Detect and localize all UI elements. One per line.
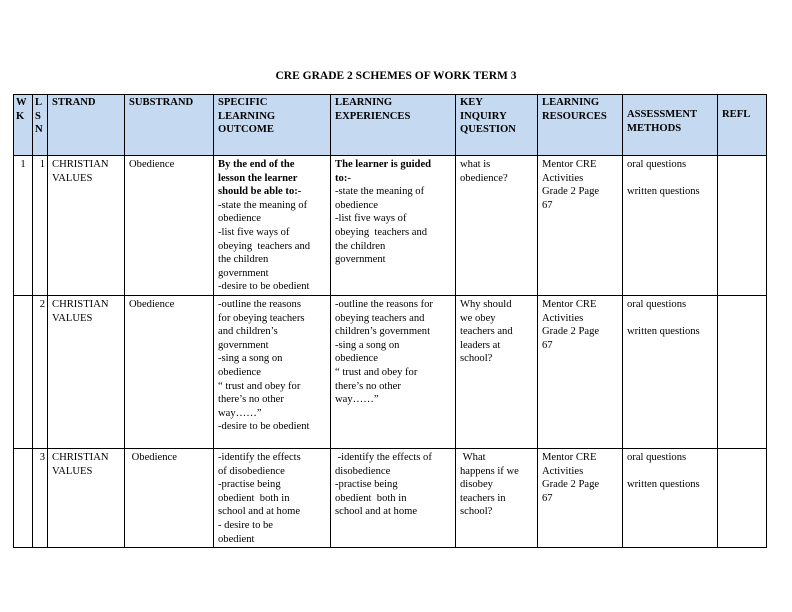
cell-refl: [718, 449, 767, 548]
header-refl: REFL: [718, 95, 767, 156]
cell-refl: [718, 296, 767, 449]
cell-experiences: -identify the effects of disobedience -practise being obedient both in school and at home: [331, 449, 456, 548]
table-row: [14, 296, 767, 449]
schemes-of-work-table: [13, 94, 767, 548]
cell-strand: CHRISTIAN VALUES: [48, 156, 125, 296]
cell-wk: 1: [14, 156, 33, 296]
cell-assessment: [623, 156, 718, 296]
header-substrand: SUBSTRAND: [125, 95, 214, 156]
assessment-written: written questions: [627, 479, 700, 491]
cell-substrand: Obedience: [125, 156, 214, 296]
cell-question: what is obedience?: [456, 156, 538, 296]
assessment-written: written questions: [627, 186, 700, 198]
cell-outcome: -identify the effects of disobedience -practise being obedient both in school and at home - desire to be obedient: [214, 449, 331, 548]
assessment-oral: oral questions: [627, 452, 687, 463]
cell-experiences: -outline the reasons for obeying teachers and children’s government -sing a song on obedience “ trust and obey for there’s no other way……”: [331, 296, 456, 449]
cell-lsn: 3: [33, 449, 48, 548]
header-resources: LEARNING RESOURCES: [538, 95, 623, 156]
assessment-oral: oral questions: [627, 299, 687, 310]
cell-wk: [14, 296, 33, 449]
cell-resources: Mentor CRE Activities Grade 2 Page 67: [538, 156, 623, 296]
header-lsn: L S N: [33, 95, 48, 156]
cell-assessment: [623, 296, 718, 449]
header-outcome: SPECIFIC LEARNING OUTCOME: [214, 95, 331, 156]
cell-substrand: Obedience: [125, 449, 214, 548]
document-title: CRE GRADE 2 SCHEMES OF WORK TERM 3: [275, 70, 517, 82]
header-wk: W K: [14, 95, 33, 156]
cell-outcome: [214, 156, 331, 296]
header-row: [14, 95, 767, 156]
header-assessment: ASSESSMENT METHODS: [623, 95, 718, 156]
cell-assessment: [623, 449, 718, 548]
cell-resources: Mentor CRE Activities Grade 2 Page 67: [538, 449, 623, 548]
experiences-text: -state the meaning of obedience -list five ways of obeying teachers and the children government: [335, 186, 428, 266]
cell-question: What happens if we disobey teachers in school?: [456, 449, 538, 548]
cell-experiences: [331, 156, 456, 296]
cell-lsn: 1: [33, 156, 48, 296]
header-question: KEY INQUIRY QUESTION: [456, 95, 538, 156]
cell-lsn: 2: [33, 296, 48, 449]
assessment-written: written questions: [627, 326, 700, 338]
header-experiences: LEARNING EXPERIENCES: [331, 95, 456, 156]
cell-outcome: -outline the reasons for obeying teachers and children’s government -sing a song on obedience “ trust and obey for there’s no other way……” -desire to be obedient: [214, 296, 331, 449]
cell-resources: Mentor CRE Activities Grade 2 Page 67: [538, 296, 623, 449]
outcome-text: -state the meaning of obedience -list five ways of obeying teachers and the children government -desire to be obedient: [218, 199, 311, 293]
cell-wk: [14, 449, 33, 548]
cell-refl: [718, 156, 767, 296]
cell-question: Why should we obey teachers and leaders at school?: [456, 296, 538, 449]
cell-substrand: Obedience: [125, 296, 214, 449]
cell-strand: CHRISTIAN VALUES: [48, 296, 125, 449]
outcome-intro: By the end of the lesson the learner should be able to:-: [218, 159, 302, 198]
cell-strand: CHRISTIAN VALUES: [48, 449, 125, 548]
experiences-intro: The learner is guided to:-: [335, 159, 432, 184]
header-strand: STRAND: [48, 95, 125, 156]
assessment-oral: oral questions: [627, 159, 687, 170]
table-row: [14, 449, 767, 548]
table-row: [14, 156, 767, 296]
